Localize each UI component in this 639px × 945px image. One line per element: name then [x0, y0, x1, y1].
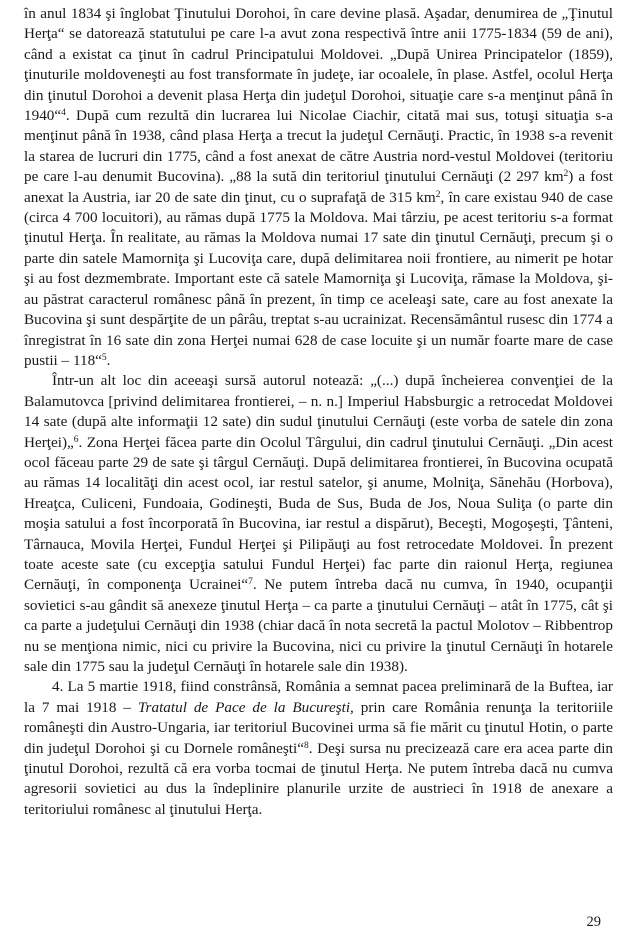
footnote-reference: 4	[61, 108, 66, 119]
text-run: ) a fost anexat la Austria, iar 20 de sate din ţinut, cu o suprafaţă de 315 km	[24, 168, 613, 206]
italic-title: Tratatul de Pace de la Bucureşti	[137, 698, 351, 716]
body-text	[24, 4, 613, 820]
text-run: . Deşi sursa nu precizează care era acea parte din ţinutul Dorohoi, rezultă că era vorba tocmai de ţinutul Herţa. Ne putem întreba dacă nu cumva agresorii sovietici au dus la îndeplinire planurile urzite de austrieci în 1918 de anexare a teritoriului românesc al ţinutului Herţa.	[24, 739, 614, 818]
text-run: .	[106, 351, 111, 369]
text-run: , în care existau 940 de case (circa 4 700 locuitori), au rămas după 1775 la Moldova. Mai târziu, pe acest teritoriu s-a format ţinutul Herţa. În realitate, au rămas la Moldova numai 17 sate din ţinutul Cernăuţi, precum şi o parte din satele Mamorniţa şi Lucoviţa care, după delimitarea noii frontiere, au nimerit pe hotar şi au fost dezmembrate. Important este că satele Mamorniţa şi Lucoviţa, rămase la Moldova, şi-au păstrat caracterul românesc până în prezent, în timp ce aceleaşi sate, care au fost anexate la Bucovina şi sunt despărţite de un pârâu, treptat s-au ucrainizat. Recensământul rusesc din 1774 a înregistrat în 16 sate din zona Herţei numai 628 de case locuite şi un număr foarte mare de case pustii – 118“	[24, 188, 613, 369]
footnote-reference: 6	[73, 434, 79, 445]
paragraph	[24, 371, 613, 677]
footnote-reference: 2	[435, 189, 441, 200]
text-run: . După cum rezultă din lucrarea lui Nicolae Ciachir, citată mai sus, totuşi situaţia s-a menţinut până în 1938, când plasa Herţa a trecut la judeţul Cernăuţi. Practic, în 1938 s-a revenit la starea de lucruri din 1775, când a fost anexat de către Austria nord-vestul Moldovei (teritoriu pe care l-au denumit Bucovina). „88 la sută din teritoriul ţinutului Cernăuţi (2 297 km	[24, 107, 613, 186]
text-run: 4. La 5 martie 1918, fiind constrânsă, România a semnat pacea preliminară de la Buftea, iar la 7 mai 1918 –	[24, 678, 613, 716]
text-run: . Ne putem întreba dacă nu cumva, în 1940, ocupanţii sovietici s-au gândit să anexeze ţinutul Herţa – ca parte a ţinutului Cernăuţi – atât în 1775, cât şi ca parte a judeţului Cernăuţi din 1938 (chiar dacă în nota secretă la pactul Molotov – Ribbentrop nu se menţiona nimic, nici cu privire la Bucovina, nici cu privire la ţinutul Cernăuţi în hotarele sale din 1775 sau la judeţul Cernăuţi în hotarele sale din 1938).	[24, 576, 613, 675]
text-run: în anul 1834 şi înglobat Ţinutului Dorohoi, în care devine plasă. Aşadar, denumirea de „Ţinutul Herţa“ se datorează statutului pe care l-a avut zona respectivă între anii 1775-1834 (59 de ani), când a existat ca ţinut în cadrul Principatului Moldovei. „După Unirea Principatelor (1859), ţinuturile moldoveneşti au fost transformate în judeţe, iar ocoalele, în plase. Astfel, ocolul Herţa din ţinutul Dorohoi a devenit plasa Herţa din judeţul Dorohoi, situaţie care s-a menţinut până în 1940“	[24, 5, 613, 125]
footnote-reference: 2	[563, 169, 569, 180]
footnote-reference: 8	[303, 740, 309, 751]
text-run: . Zona Herţei făcea parte din Ocolul Târgului, din cadrul ţinutului Cernăuţi. „Din acest ocol făceau parte 29 de sate şi târgul Cernăuţi. După delimitarea frontierei, în Bucovina ocupată au rămas 14 localităţi din acest ocol, iar restul satelor, şi anume, Molniţa, Sănehău (Horbova), Hreaţca, Culiceni, Fundoaia, Godineşti, Buda de Sus, Buda de Jos, Noua Suliţa (o parte din moşia satului a fost încorporată în Bucovina, iar restul a dispărut), Beceşti, Mogoşeşti, Ţânteni, Târnauca, Movila Herţei, Fundul Herţei şi Pilipăuţi au fost retrocedate Moldovei. În prezent toate aceste sate (cu excepţia satului Fundul Herţei) fac parte din raionul Herţa, regiunea Cernăuţi, în componenţa Ucrainei“	[24, 433, 613, 594]
footnote-reference: 5	[101, 352, 107, 363]
page-number: 29	[586, 914, 601, 930]
paragraph	[24, 677, 613, 820]
text-run: , prin care România renunţa la teritoriile româneşti din Austro-Ungaria, iar teritoriul Bucovinei urma să fie mărit cu ţinutul Hotin, o parte din judeţul Dorohoi şi cu Dornele româneşti“	[24, 698, 614, 757]
text-run: Într-un alt loc din aceeaşi sursă autorul notează: „(...) după încheierea convenţiei de la Balamutovca [privind delimitarea frontierei, – n. n.] Imperiul Habsburgic a retrocedat Moldovei 14 sate (după alte informaţii 12 sate) din sudul ţinutului Cernăuţi (este vorba de satele din zona Herţei)„	[24, 372, 613, 451]
footnote-reference: 7	[248, 577, 253, 588]
paragraph	[24, 4, 613, 371]
